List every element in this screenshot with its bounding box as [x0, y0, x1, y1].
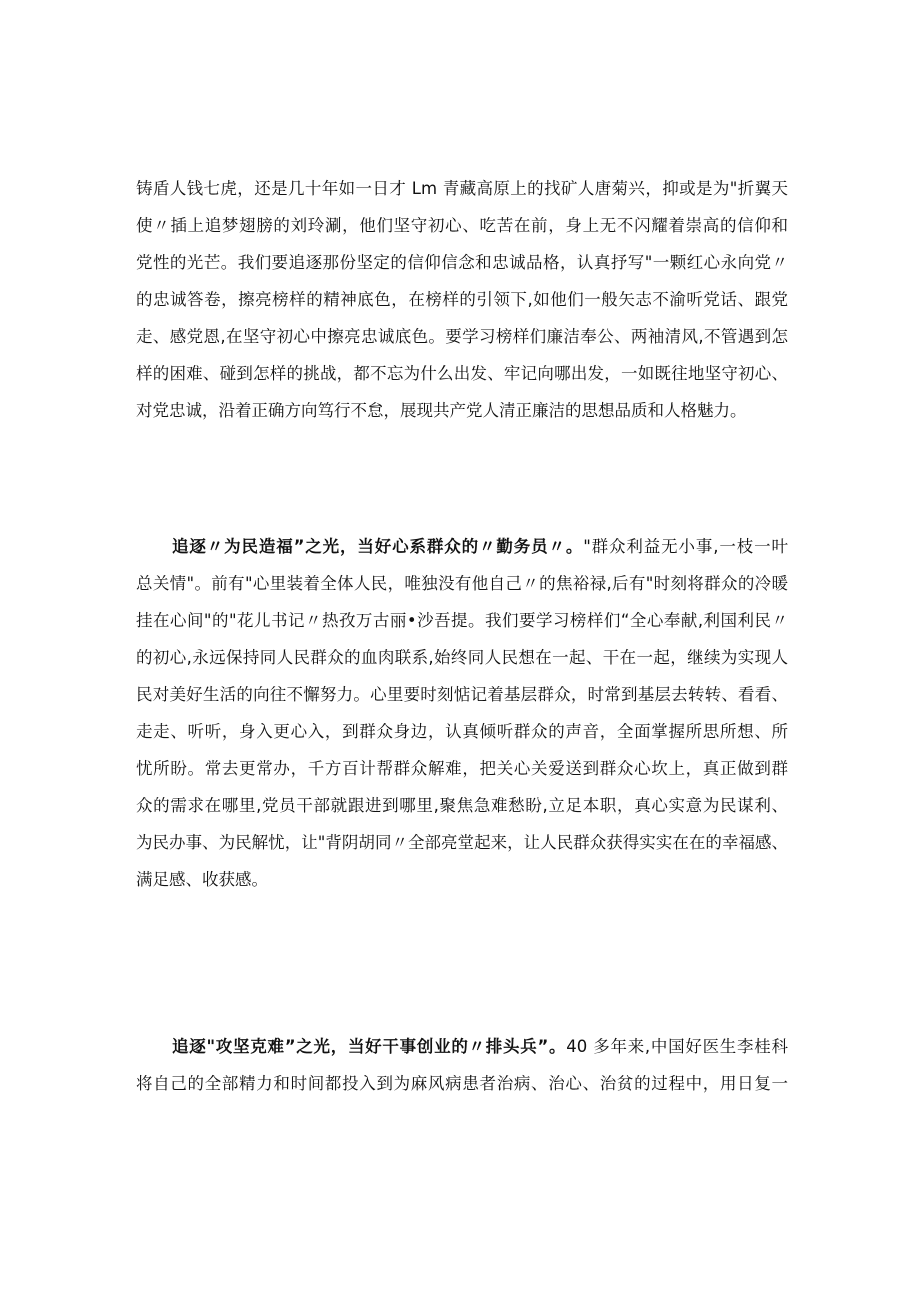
section-heading: 追逐〃为民造福”之光，当好心系群众的〃勤务员〃。 — [172, 537, 584, 556]
text-line: 挂在心间"的"花儿书记〃热孜万古丽•沙吾提。我们要学习榜样们“全心奉献,利国利民〃 — [136, 611, 788, 630]
text-line: 对党忠诚，沿着正确方向笃行不怠，展现共产党人清正廉洁的思想品质和人格魅力。 — [136, 401, 747, 420]
text-line: 为民办事、为民解忧，让"背阴胡同〃全部亮堂起来，让人民群众获得实实在在的幸福感、 — [136, 833, 788, 852]
text-line: 的忠诚答卷，擦亮榜样的精神底色，在榜样的引领下,如他们一般矢志不渝听党话、跟党 — [136, 290, 788, 309]
first-line-text: 40 多年来,中国好医生李桂科 — [566, 1037, 788, 1056]
text-line: 民对美好生活的向往不懈努力。心里要时刻惦记着基层群众，时常到基层去转转、看看、 — [136, 685, 788, 704]
text-line: 走、感党恩,在坚守初心中擦亮忠诚底色。要学习榜样们廉洁奉公、两袖清风,不管遇到怎 — [136, 327, 788, 346]
section-heading: 追逐"攻坚克难”之光，当好干事创业的〃排头兵”。 — [172, 1037, 567, 1056]
text-line: 满足感、收获感。 — [136, 870, 268, 889]
first-line-text: "群众利益无小事,一枝一叶 — [583, 537, 788, 556]
text-line: 总关情"。前有"心里装着全体人民，唯独没有他自己〃的焦裕禄,后有"时刻将群众的冷暖 — [136, 574, 788, 593]
text-line: 忧所盼。常去更常办，千方百计帮群众解难，把关心关爱送到群众心坎上，真正做到群 — [136, 759, 788, 778]
text-line: 铸盾人钱七虎，还是几十年如一日才 Lm 青藏高原上的找矿人唐菊兴，抑或是为"折翼天 — [136, 179, 788, 198]
text-line: 党性的光芒。我们要追逐那份坚定的信仰信念和忠诚品格，认真抒写"一颗红心永向党〃 — [136, 253, 788, 272]
text-line: 样的困难、碰到怎样的挑战，都不忘为什么出发、牢记向哪出发，一如既往地坚守初心、 — [136, 364, 788, 383]
text-line: 走走、听听，身入更心入，到群众身边，认真倾听群众的声音，全面掌握所思所想、所 — [136, 722, 788, 741]
text-line: 众的需求在哪里,党员干部就跟进到哪里,聚焦急难愁盼,立足本职，真心实意为民谋利、 — [136, 796, 788, 815]
paragraph-serve-the-people — [136, 528, 788, 898]
paragraph-role-models-loyalty — [136, 170, 788, 429]
text-line: 将自己的全部精力和时间都投入到为麻风病患者治病、治心、治贫的过程中，用日复一 — [136, 1074, 788, 1093]
first-line — [136, 1028, 788, 1065]
text-line: 使〃插上追梦翅膀的刘玲涮，他们坚守初心、吃苦在前，身上无不闪耀着崇高的信仰和 — [136, 216, 788, 235]
first-line — [136, 528, 788, 565]
text-line: 的初心,永远保持同人民群众的血肉联系,始终同人民想在一起、干在一起，继续为实现人 — [136, 648, 788, 667]
paragraph-overcome-difficulties — [136, 1028, 788, 1102]
